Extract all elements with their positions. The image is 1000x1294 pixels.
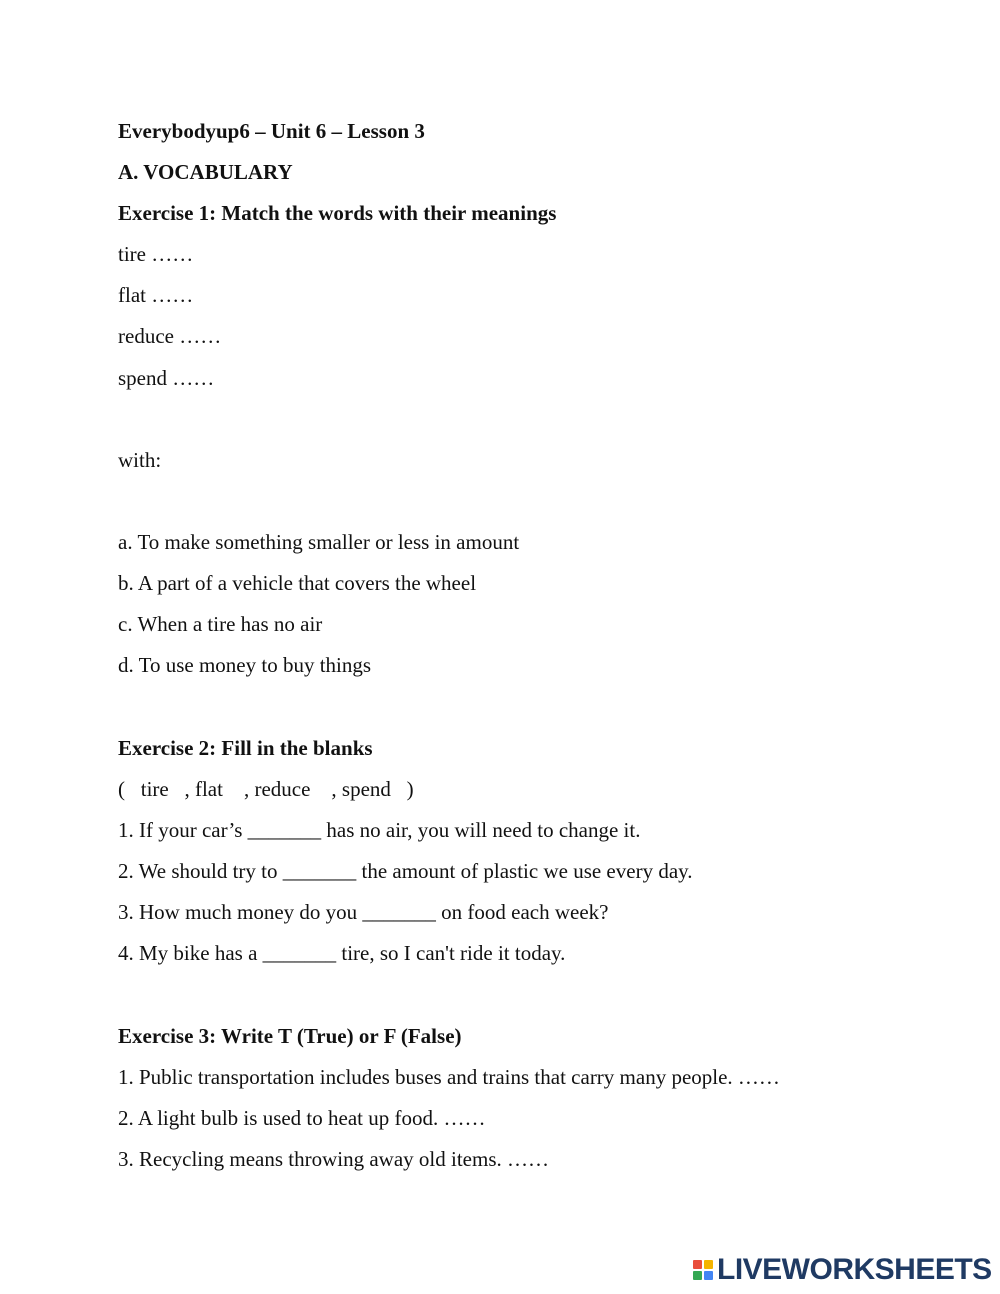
word-bank: ( tire , flat , reduce , spend ) — [118, 777, 414, 801]
match-word: flat …… — [118, 283, 194, 307]
fill-sentence: 1. If your car’s _______ has no air, you will need to change it. — [118, 818, 641, 842]
match-word: spend …… — [118, 366, 215, 390]
meaning-item: b. A part of a vehicle that covers the wheel — [118, 571, 477, 595]
logo-mark-icon — [693, 1260, 713, 1280]
meaning-item: c. When a tire has no air — [118, 612, 323, 636]
exercise-3-heading: Exercise 3: Write T (True) or F (False) — [118, 1024, 462, 1048]
exercise-2-heading: Exercise 2: Fill in the blanks — [118, 736, 373, 760]
fill-sentence: 3. How much money do you _______ on food each week? — [118, 900, 609, 924]
fill-sentence: 2. We should try to _______ the amount of plastic we use every day. — [118, 859, 693, 883]
liveworksheets-logo — [693, 1255, 992, 1285]
match-word: reduce …… — [118, 324, 222, 348]
meaning-item: d. To use money to buy things — [118, 653, 372, 677]
meaning-item: a. To make something smaller or less in amount — [118, 530, 520, 554]
with-label: with: — [118, 448, 162, 472]
page-title: Everybodyup6 – Unit 6 – Lesson 3 — [118, 119, 425, 143]
fill-sentence: 4. My bike has a _______ tire, so I can't ride it today. — [118, 941, 566, 965]
section-heading-vocabulary: A. VOCABULARY — [118, 160, 293, 184]
match-word: tire …… — [118, 242, 194, 266]
true-false-statement: 2. A light bulb is used to heat up food. …… — [118, 1106, 486, 1130]
true-false-statement: 1. Public transportation includes buses and trains that carry many people. …… — [118, 1065, 780, 1089]
logo-text: LIVEWORKSHEETS — [717, 1253, 992, 1286]
exercise-1-heading: Exercise 1: Match the words with their meanings — [118, 201, 557, 225]
true-false-statement: 3. Recycling means throwing away old items. …… — [118, 1147, 550, 1171]
